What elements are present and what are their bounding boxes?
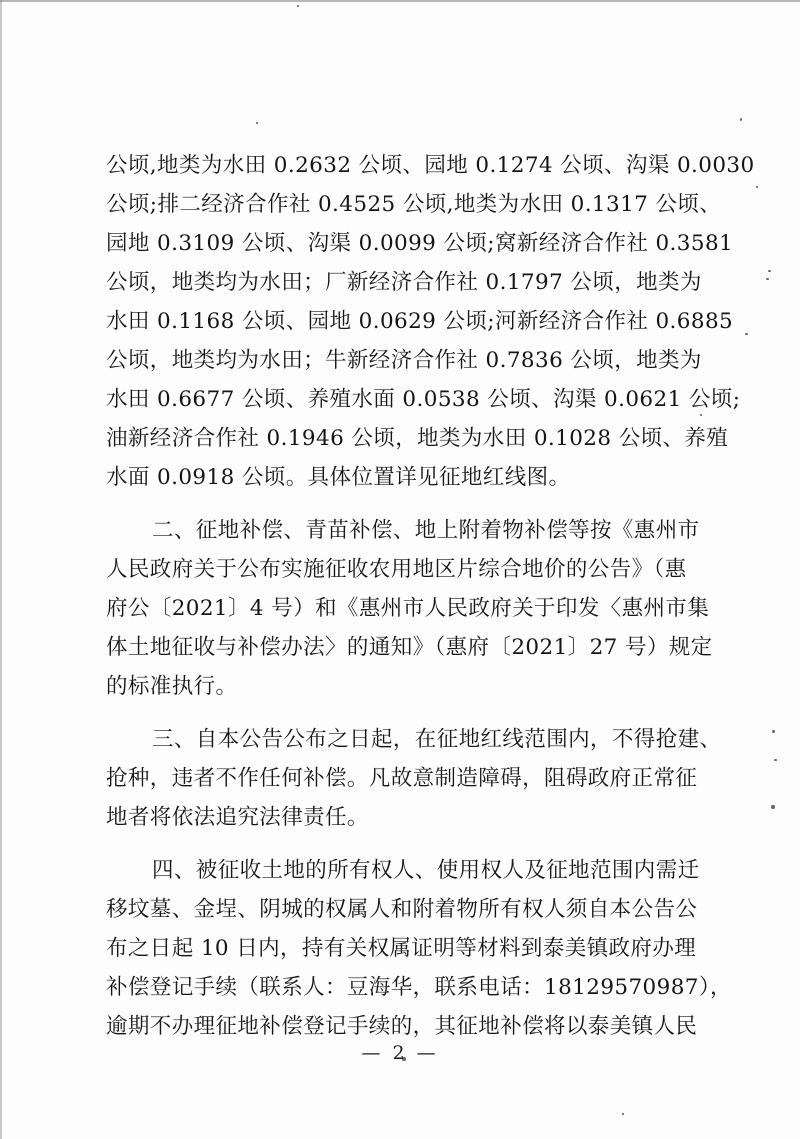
scan-speck — [297, 5, 299, 7]
text-line: 府公〔2021〕4 号）和《惠州市人民政府关于印发〈惠州市集 — [106, 596, 710, 621]
text-line: 油新经济合作社 0.1946 公顷，地类为水田 0.1028 公顷、养殖 — [106, 426, 729, 451]
text-line: 移坟墓、金埕、阴城的权属人和附着物所有权人须自本公告公 — [106, 897, 698, 922]
text-line: 体土地征收与补偿办法〉的通知》（惠府〔2021〕27 号）规定 — [106, 635, 713, 660]
paragraph-item-four — [106, 851, 732, 1046]
paragraph-item-three — [106, 720, 722, 837]
scan-speck — [745, 333, 748, 335]
text-line: 补偿登记手续（联系人：豆海华，联系电话：18129570987）， — [106, 975, 732, 1000]
text-line: 二、征地补偿、青苗补偿、地上附着物补偿等按《惠州市 — [152, 518, 700, 543]
text-line: 公顷，地类均为水田；厂新经济合作社 0.1797 公顷，地类为 — [106, 270, 702, 295]
scan-speck — [756, 186, 758, 188]
text-line: 逾期不办理征地补偿登记手续的，其征地补偿将以泰美镇人民 — [106, 1014, 698, 1039]
text-line: 地者将依法追究法律责任。 — [106, 805, 369, 830]
scan-speck — [740, 118, 742, 121]
text-line: 园地 0.3109 公顷、沟渠 0.0099 公顷;窝新经济合作社 0.3581 — [106, 231, 734, 256]
scan-edge-left — [0, 0, 2, 1139]
scan-speck — [622, 1113, 624, 1115]
text-line: 布之日起 10 日内，持有关权属证明等材料到泰美镇政府办理 — [106, 936, 697, 961]
paragraph-item-two — [106, 511, 716, 706]
text-line: 人民政府关于公布实施征收农用地区片综合地价的公告》（惠 — [106, 557, 687, 582]
text-line: 公顷，地类均为水田；牛新经济合作社 0.7836 公顷，地类为 — [106, 348, 702, 373]
text-line: 水田 0.6677 公顷、养殖水面 0.0538 公顷、沟渠 0.0621 公顷; — [106, 387, 741, 412]
text-line: 公顷,地类为水田 0.2632 公顷、园地 0.1274 公顷、沟渠 0.0030 — [106, 153, 755, 178]
page-footer — [0, 1042, 800, 1064]
scan-edge-top — [0, 0, 800, 2]
scan-speck — [774, 759, 777, 761]
scan-speck — [766, 278, 769, 280]
text-line: 水面 0.0918 公顷。具体位置详见征地红线图。 — [106, 465, 571, 490]
document-text-body — [106, 146, 755, 1046]
scan-speck — [768, 270, 771, 272]
text-line: 四、被征收土地的所有权人、使用权人及征地范围内需迁 — [152, 858, 700, 883]
scan-speck — [771, 805, 775, 809]
text-line: 抢种，违者不作任何补偿。凡故意制造障碍，阻碍政府正常征 — [106, 766, 698, 791]
scan-speck — [256, 122, 258, 124]
paragraph-land-parcels — [106, 146, 755, 497]
page-number: — 2 — — [361, 1042, 439, 1064]
scan-speck — [772, 730, 775, 733]
text-line: 公顷;排二经济合作社 0.4525 公顷,地类为水田 0.1317 公顷、 — [106, 192, 722, 217]
text-line: 的标准执行。 — [106, 674, 238, 699]
text-line: 三、自本公告公布之日起，在征地红线范围内，不得抢建、 — [152, 727, 722, 752]
text-line: 水田 0.1168 公顷、园地 0.0629 公顷;河新经济合作社 0.6885 — [106, 309, 734, 334]
